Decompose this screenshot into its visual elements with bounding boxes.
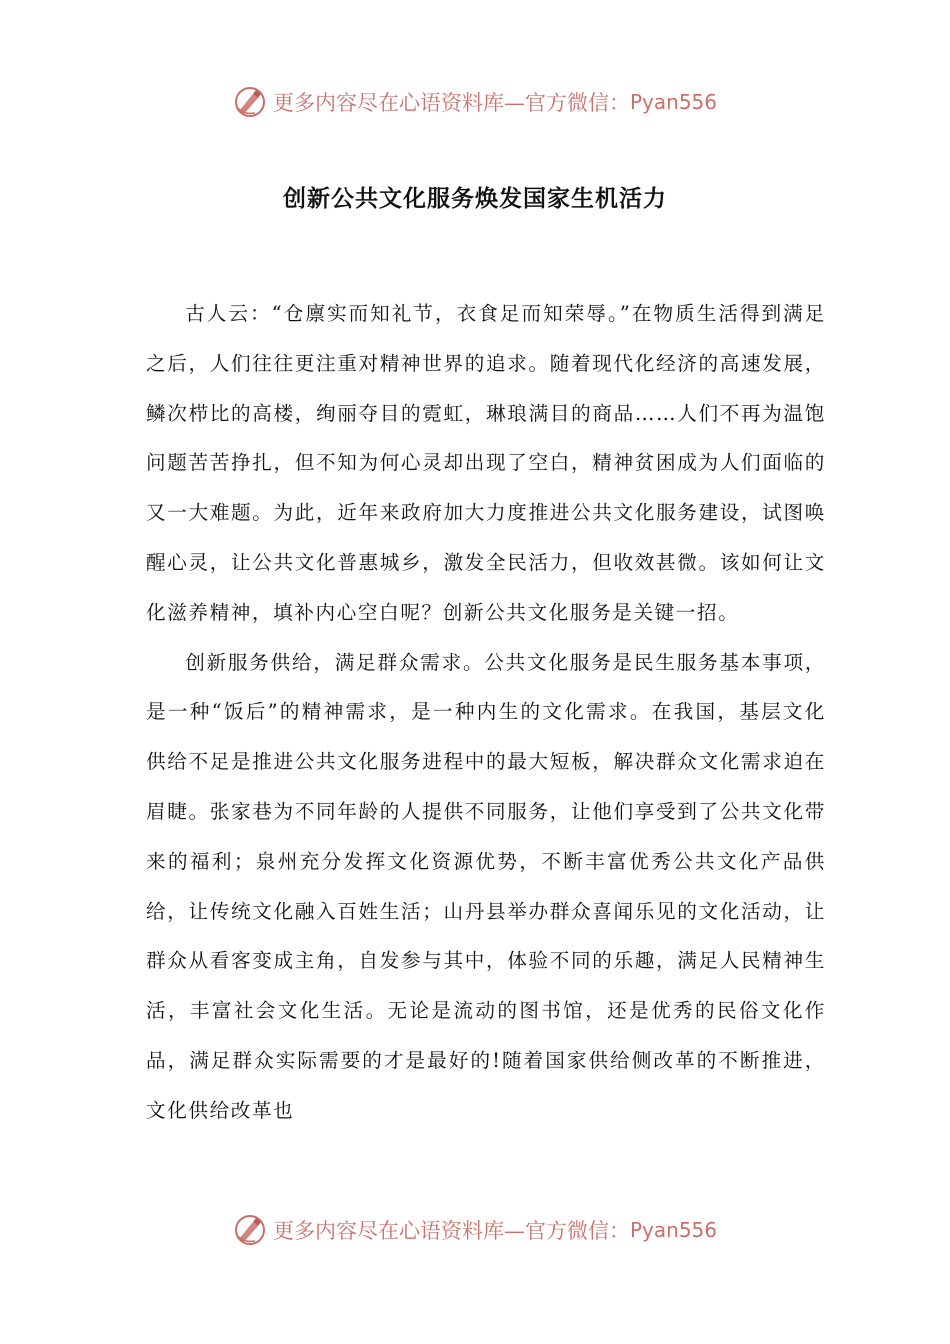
document-body (146, 289, 826, 1136)
paragraph: 古人云：“仓廪实而知礼节，衣食足而知荣辱。”在物质生活得到满足之后，人们往往更注重对精神世界的追求。随着现代化经济的高速发展，鳞次栉比的高楼，绚丽夺目的霓虹，琳琅满目的商品……人们不再为温饱问题苦苦挣扎，但不知为何心灵却出现了空白，精神贫困成为人们面临的又一大难题。为此，近年来政府加大力度推进公共文化服务建设，试图唤醒心灵，让公共文化普惠城乡，激发全民活力，但收效甚微。该如何让文化滋养精神，填补内心空白呢？创新公共文化服务是关键一招。 (146, 302, 826, 624)
pen-logo-icon (233, 85, 267, 119)
paragraph: 创新服务供给，满足群众需求。公共文化服务是民生服务基本事项，是一种“饭后”的精神需求，是一种内生的文化需求。在我国，基层文化供给不足是推进公共文化服务进程中的最大短板，解决群众文化需求迫在眉睫。张家巷为不同年龄的人提供不同服务，让他们享受到了公共文化带来的福利；泉州充分发挥文化资源优势，不断丰富优秀公共文化产品供给，让传统文化融入百姓生活；山丹县举办群众喜闻乐见的文化活动，让群众从看客变成主角，自发参与其中，体验不同的乐趣，满足人民精神生活，丰富社会文化生活。无论是流动的图书馆，还是优秀的民俗文化作品，满足群众实际需要的才是最好的!随着国家供给侧改革的不断推进，文化供给改革也 (146, 650, 826, 1122)
banner-wechat-id: Pyan556 (629, 90, 717, 114)
footer-banner (0, 1210, 950, 1250)
document-title: 创新公共文化服务焕发国家生机活力 (283, 186, 667, 212)
header-banner (0, 82, 950, 122)
pen-logo-icon (233, 1213, 267, 1247)
banner-text: 更多内容尽在心语资料库—官方微信： (272, 91, 630, 115)
banner-text: 更多内容尽在心语资料库—官方微信： (272, 1219, 630, 1243)
banner-wechat-id: Pyan556 (629, 1218, 717, 1242)
